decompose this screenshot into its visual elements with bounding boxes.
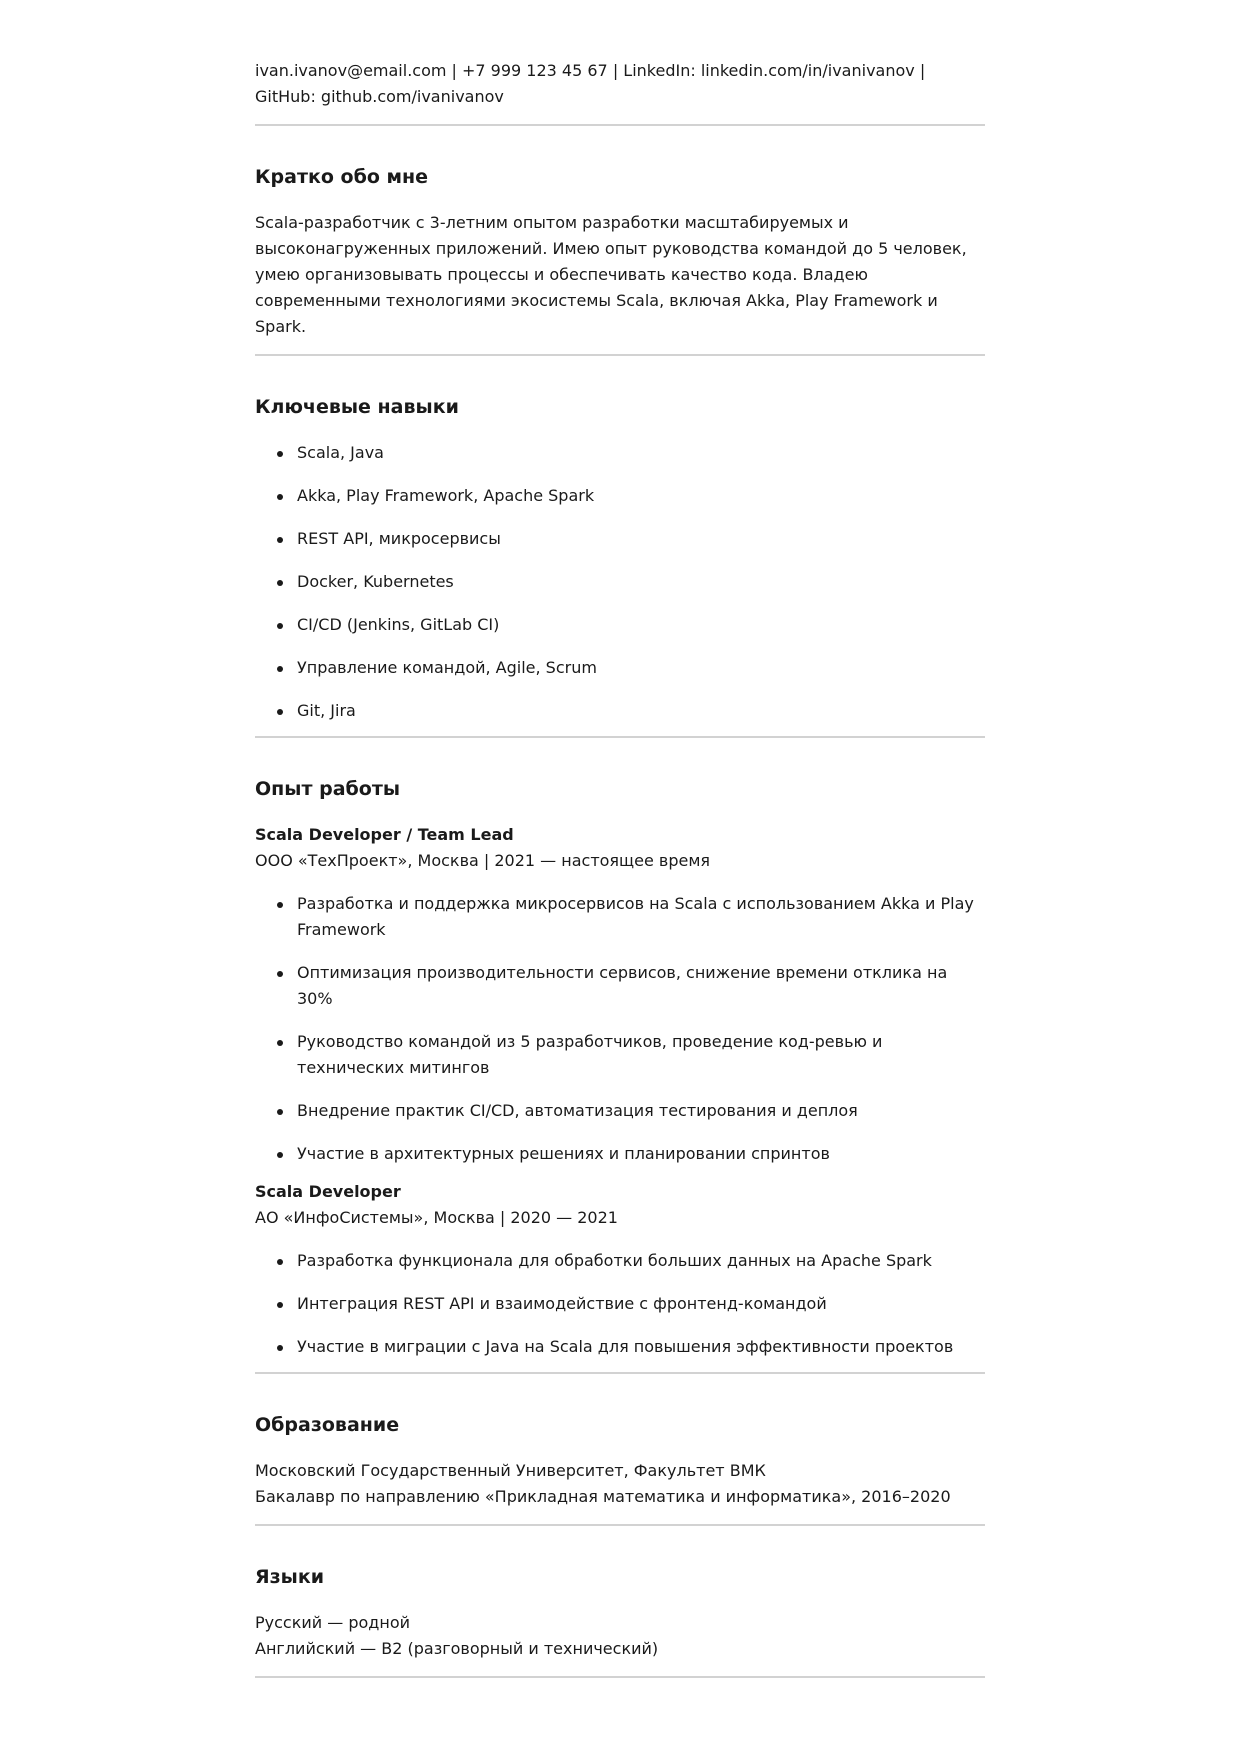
job-title: Scala Developer / Team Lead (255, 825, 514, 844)
about-section (255, 164, 985, 340)
divider (255, 354, 985, 356)
education-title: Образование (255, 1414, 400, 1436)
divider (255, 736, 985, 738)
education-section (255, 1412, 985, 1510)
responsibility-item: Интеграция REST API и взаимодействие с фронтенд-командой (297, 1291, 985, 1317)
language-line: Русский — родной (255, 1613, 410, 1632)
skill-item: Akka, Play Framework, Apache Spark (297, 483, 985, 509)
education-line: Бакалавр по направлению «Прикладная математика и информатика», 2016–2020 (255, 1487, 951, 1506)
responsibility-item: Участие в миграции с Java на Scala для повышения эффективности проектов (297, 1334, 985, 1360)
languages-title: Языки (255, 1566, 325, 1588)
skill-item: Управление командой, Agile, Scrum (297, 655, 985, 681)
responsibility-item: Участие в архитектурных решениях и планировании спринтов (297, 1141, 985, 1167)
responsibility-item: Разработка и поддержка микросервисов на Scala с использованием Akka и Play Framework (297, 891, 985, 943)
job-responsibilities (255, 1248, 985, 1360)
responsibility-item: Внедрение практик CI/CD, автоматизация тестирования и деплоя (297, 1098, 985, 1124)
experience-section (255, 776, 985, 1360)
responsibility-item: Оптимизация производительности сервисов, снижение времени отклика на 30% (297, 960, 985, 1012)
responsibility-item: Разработка функционала для обработки больших данных на Apache Spark (297, 1248, 985, 1274)
skills-list (255, 440, 985, 724)
job-entry (255, 1179, 985, 1360)
about-title: Кратко обо мне (255, 166, 429, 188)
job-responsibilities (255, 891, 985, 1167)
languages-details (255, 1610, 985, 1662)
job-entry (255, 822, 985, 1167)
job-meta: АО «ИнфоСистемы», Москва | 2020 — 2021 (255, 1208, 618, 1227)
skills-section (255, 394, 985, 724)
about-text: Scala-разработчик с 3-летним опытом разработки масштабируемых и высоконагруженных приложений. Имею опыт руководства командой до 5 человек, умею организовывать процессы и обеспечивать качество кода. Владею современными технологиями экосистемы Scala, включая Akka, Play Framework и Spark. (255, 213, 967, 336)
divider (255, 1676, 985, 1678)
skill-item: Docker, Kubernetes (297, 569, 985, 595)
experience-title: Опыт работы (255, 778, 401, 800)
divider (255, 1524, 985, 1526)
job-meta: ООО «ТехПроект», Москва | 2021 — настоящее время (255, 851, 711, 870)
skill-item: Scala, Java (297, 440, 985, 466)
divider (255, 124, 985, 126)
education-details (255, 1458, 985, 1510)
skill-item: CI/CD (Jenkins, GitLab CI) (297, 612, 985, 638)
job-title: Scala Developer (255, 1182, 401, 1201)
skill-item: Git, Jira (297, 698, 985, 724)
responsibility-item: Руководство командой из 5 разработчиков, проведение код-ревью и технических митингов (297, 1029, 985, 1081)
divider (255, 1372, 985, 1374)
skills-title: Ключевые навыки (255, 396, 459, 418)
resume-page (255, 58, 985, 1678)
contact-line: ivan.ivanov@email.com | +7 999 123 45 67 | LinkedIn: linkedin.com/in/ivanivanov | GitHub: github.com/ivanivanov (255, 61, 926, 106)
skill-item: REST API, микросервисы (297, 526, 985, 552)
education-line: Московский Государственный Университет, Факультет ВМК (255, 1461, 766, 1480)
language-line: Английский — B2 (разговорный и технический) (255, 1639, 659, 1658)
languages-section (255, 1564, 985, 1662)
